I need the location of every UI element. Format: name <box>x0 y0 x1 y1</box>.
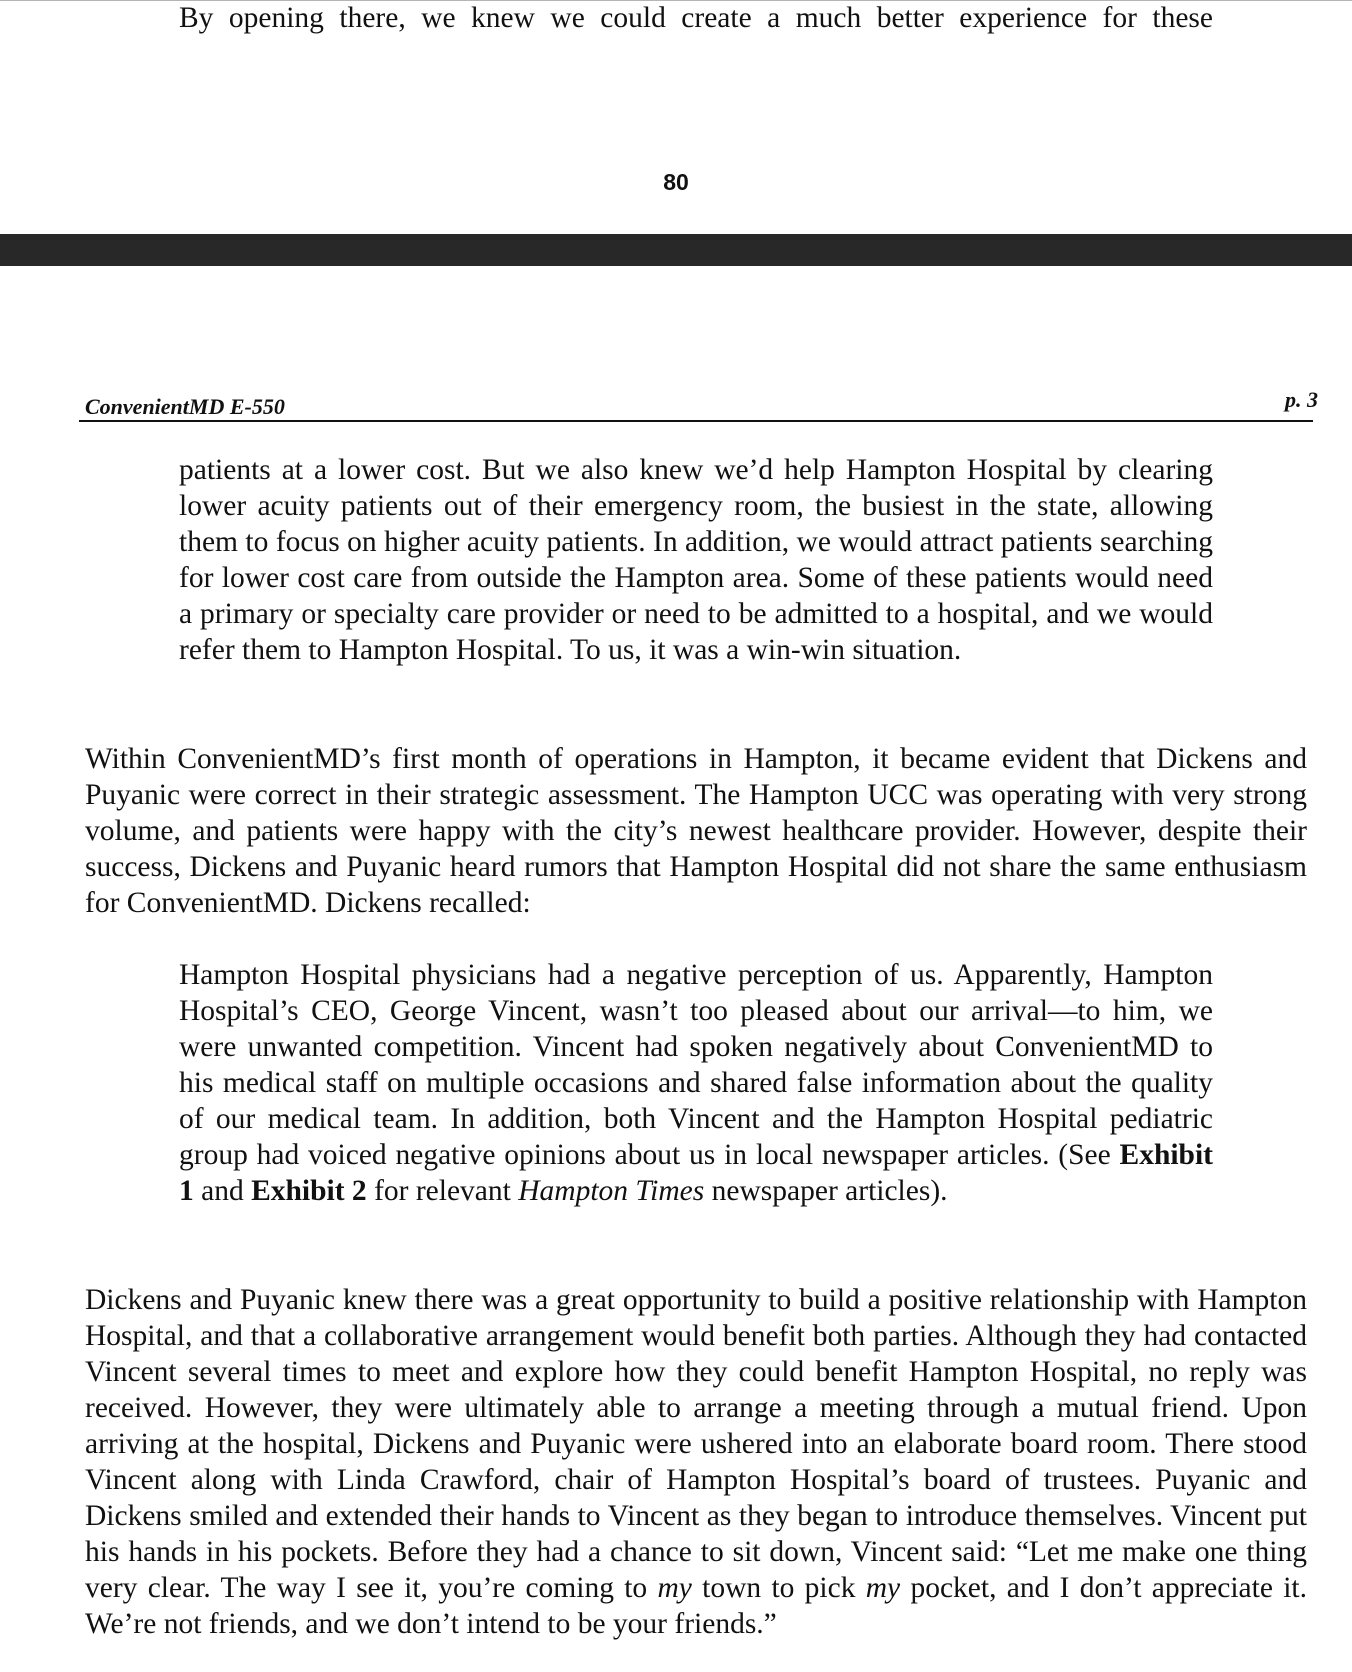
page-number: 80 <box>663 169 689 195</box>
para2-mid: town to pick <box>691 1572 866 1604</box>
block-quote-1: patients at a lower cost. But we also knew we’d help Hampton Hospital by clearing lower acuity patients out of their emergency room, the busiest in the state, allowing them to focus on higher acuity patients. In addition, we would attract patients searching for lower cost care from outside the Hampton area. Some of these patients would need a primary or specialty care provider or need to be admitted to a hospital, and we would refer them to Hampton Hospital. To us, it was a win-win situation. <box>179 454 1213 666</box>
quote2-and: and <box>193 1175 252 1207</box>
para2-text: Dickens and Puyanic knew there was a great opportunity to build a positive relationship with Hampton Hospital, and that a collaborative arrangement would benefit both parties. Although they had contacted Vincent several times to meet and explore how they could benefit Hampton Hospital, no reply was received. However, they were ultimately able to arrange a meeting through a mutual friend. Upon arriving at the hospital, Dickens and Puyanic were ushered into an elaborate board room. There stood Vincent along with Linda Crawford, chair of Hampton Hospital’s board of trustees. Puyanic and Dickens smiled and extended their hands to Vincent as they began to introduce themselves. Vincent put his hands in his pockets. Before they had a chance to sit down, Vincent said: “Let me make one thing very clear. The way I see it, you’re coming to <box>85 1284 1307 1604</box>
page-break-bar <box>0 234 1352 266</box>
quote2-text: Hampton Hospital physicians had a negative perception of us. Apparently, Hampton Hospital’s CEO, George Vincent, wasn’t too pleased about our arrival—to him, we were unwanted competition. Vincent had spoken negatively about ConvenientMD to his medical staff on multiple occasions and shared false information about the quality of our medical team. In addition, both Vincent and the Hampton Hospital pediatric group had voiced negative opinions about us in local newspaper articles. (See <box>179 959 1213 1171</box>
emphasis-my-2: my <box>865 1572 901 1604</box>
page-reference: p. 3 <box>1285 387 1318 412</box>
body-paragraph-2 <box>85 1282 1307 1642</box>
previous-page-last-line: By opening there, we knew we could create a much better experience for these <box>179 2 1213 34</box>
exhibit-2-ref: Exhibit 2 <box>251 1175 367 1207</box>
header-rule <box>79 420 1313 422</box>
emphasis-my-1: my <box>657 1572 692 1604</box>
para2-end: pocket, and I don’t appreciate it. We’re not friends, and we don’t intend to be your friends.” <box>85 1572 1307 1640</box>
running-header: ConvenientMD E-550 <box>85 394 285 419</box>
block-quote-2 <box>179 957 1213 1209</box>
quote2-end: newspaper articles). <box>704 1175 948 1207</box>
newspaper-title: Hampton Times <box>518 1175 705 1207</box>
exhibit-1-ref: Exhibit 1 <box>179 1139 1213 1207</box>
quote2-for-relevant: for relevant <box>366 1175 519 1207</box>
body-paragraph-1: Within ConvenientMD’s first month of operations in Hampton, it became evident that Dickens and Puyanic were correct in their strategic assessment. The Hampton UCC was operating with very strong volume, and patients were happy with the city’s newest healthcare provider. However, despite their success, Dickens and Puyanic heard rumors that Hampton Hospital did not share the same enthusiasm for ConvenientMD. Dickens recalled: <box>85 743 1307 919</box>
